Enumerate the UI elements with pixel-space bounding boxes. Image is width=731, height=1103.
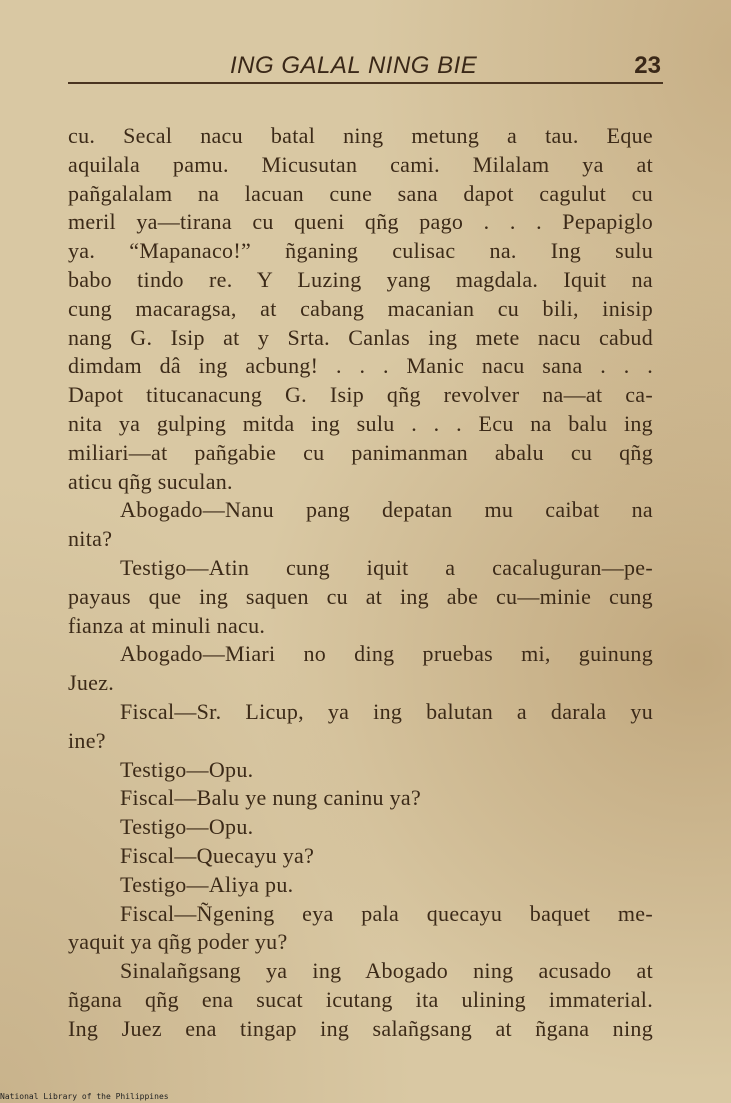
text-line: pañgalalam na lacuan cune sana dapot cagulut cu <box>68 180 653 206</box>
text-line: Abogado—Nanu pang depatan mu caibat na <box>120 497 653 523</box>
text-line: ya. “Mapanaco!” ñganing culisac na. Ing sulu <box>68 238 653 264</box>
text-line: ine? <box>68 727 106 753</box>
text-line: aticu qñg suculan. <box>68 468 233 494</box>
text-line: Testigo—Opu. <box>120 814 254 840</box>
text-line: ñgana qñg ena sucat icutang ita ulining immaterial. <box>68 986 653 1012</box>
text-line: payaus que ing saquen cu at ing abe cu—minie cung <box>68 583 653 609</box>
text-line: Abogado—Miari no ding pruebas mi, guinung <box>120 641 653 667</box>
text-line: meril ya—tirana cu queni qñg pago . . . Pepapiglo <box>68 209 653 235</box>
text-line: dimdam dâ ing acbung! . . . Manic nacu sana . . . <box>68 353 653 379</box>
body-text <box>68 122 653 1044</box>
text-line: babo tindo re. Y Luzing yang magdala. Iquit na <box>68 266 653 292</box>
text-line: Fiscal—Sr. Licup, ya ing balutan a darala yu <box>120 698 653 724</box>
text-line: fianza at minuli nacu. <box>68 612 266 638</box>
running-title: ING GALAL NING BIE <box>230 52 478 79</box>
text-line: nang G. Isip at y Srta. Canlas ing mete nacu cabud <box>68 324 653 350</box>
text-line: Dapot titucanacung G. Isip qñg revolver na—at ca- <box>68 382 653 408</box>
text-line: Testigo—Aliya pu. <box>120 871 294 897</box>
text-line: miliari—at pañgabie cu panimanman abalu cu qñg <box>68 439 653 465</box>
text-line: Sinalañgsang ya ing Abogado ning acusado at <box>120 958 653 984</box>
text-line: cu. Secal nacu batal ning metung a tau. Eque <box>68 123 653 148</box>
text-line: nita ya gulping mitda ing sulu . . . Ecu na balu ing <box>68 410 653 436</box>
text-line: Testigo—Opu. <box>120 756 254 782</box>
text-line: Testigo—Atin cung iquit a cacaluguran—pe- <box>120 554 653 580</box>
footer-attribution: National Library of the Philippines <box>0 1092 169 1101</box>
text-line: Fiscal—Balu ye nung caninu ya? <box>120 785 422 811</box>
text-line: yaquit ya qñg poder yu? <box>68 929 288 955</box>
text-line: Ing Juez ena tingap ing salañgsang at ñgana ning <box>68 1015 653 1041</box>
text-line: Fiscal—Quecayu ya? <box>120 842 315 868</box>
text-line: Juez. <box>68 670 115 696</box>
page-number: 23 <box>634 52 661 79</box>
text-line: aquilala pamu. Micusutan cami. Milalam ya at <box>68 151 653 177</box>
page-header <box>68 52 663 84</box>
text-line: Fiscal—Ñgening eya pala quecayu baquet me- <box>120 900 653 926</box>
text-line: nita? <box>68 526 113 552</box>
text-line: cung macaragsa, at cabang macanian cu bili, inisip <box>68 295 653 321</box>
